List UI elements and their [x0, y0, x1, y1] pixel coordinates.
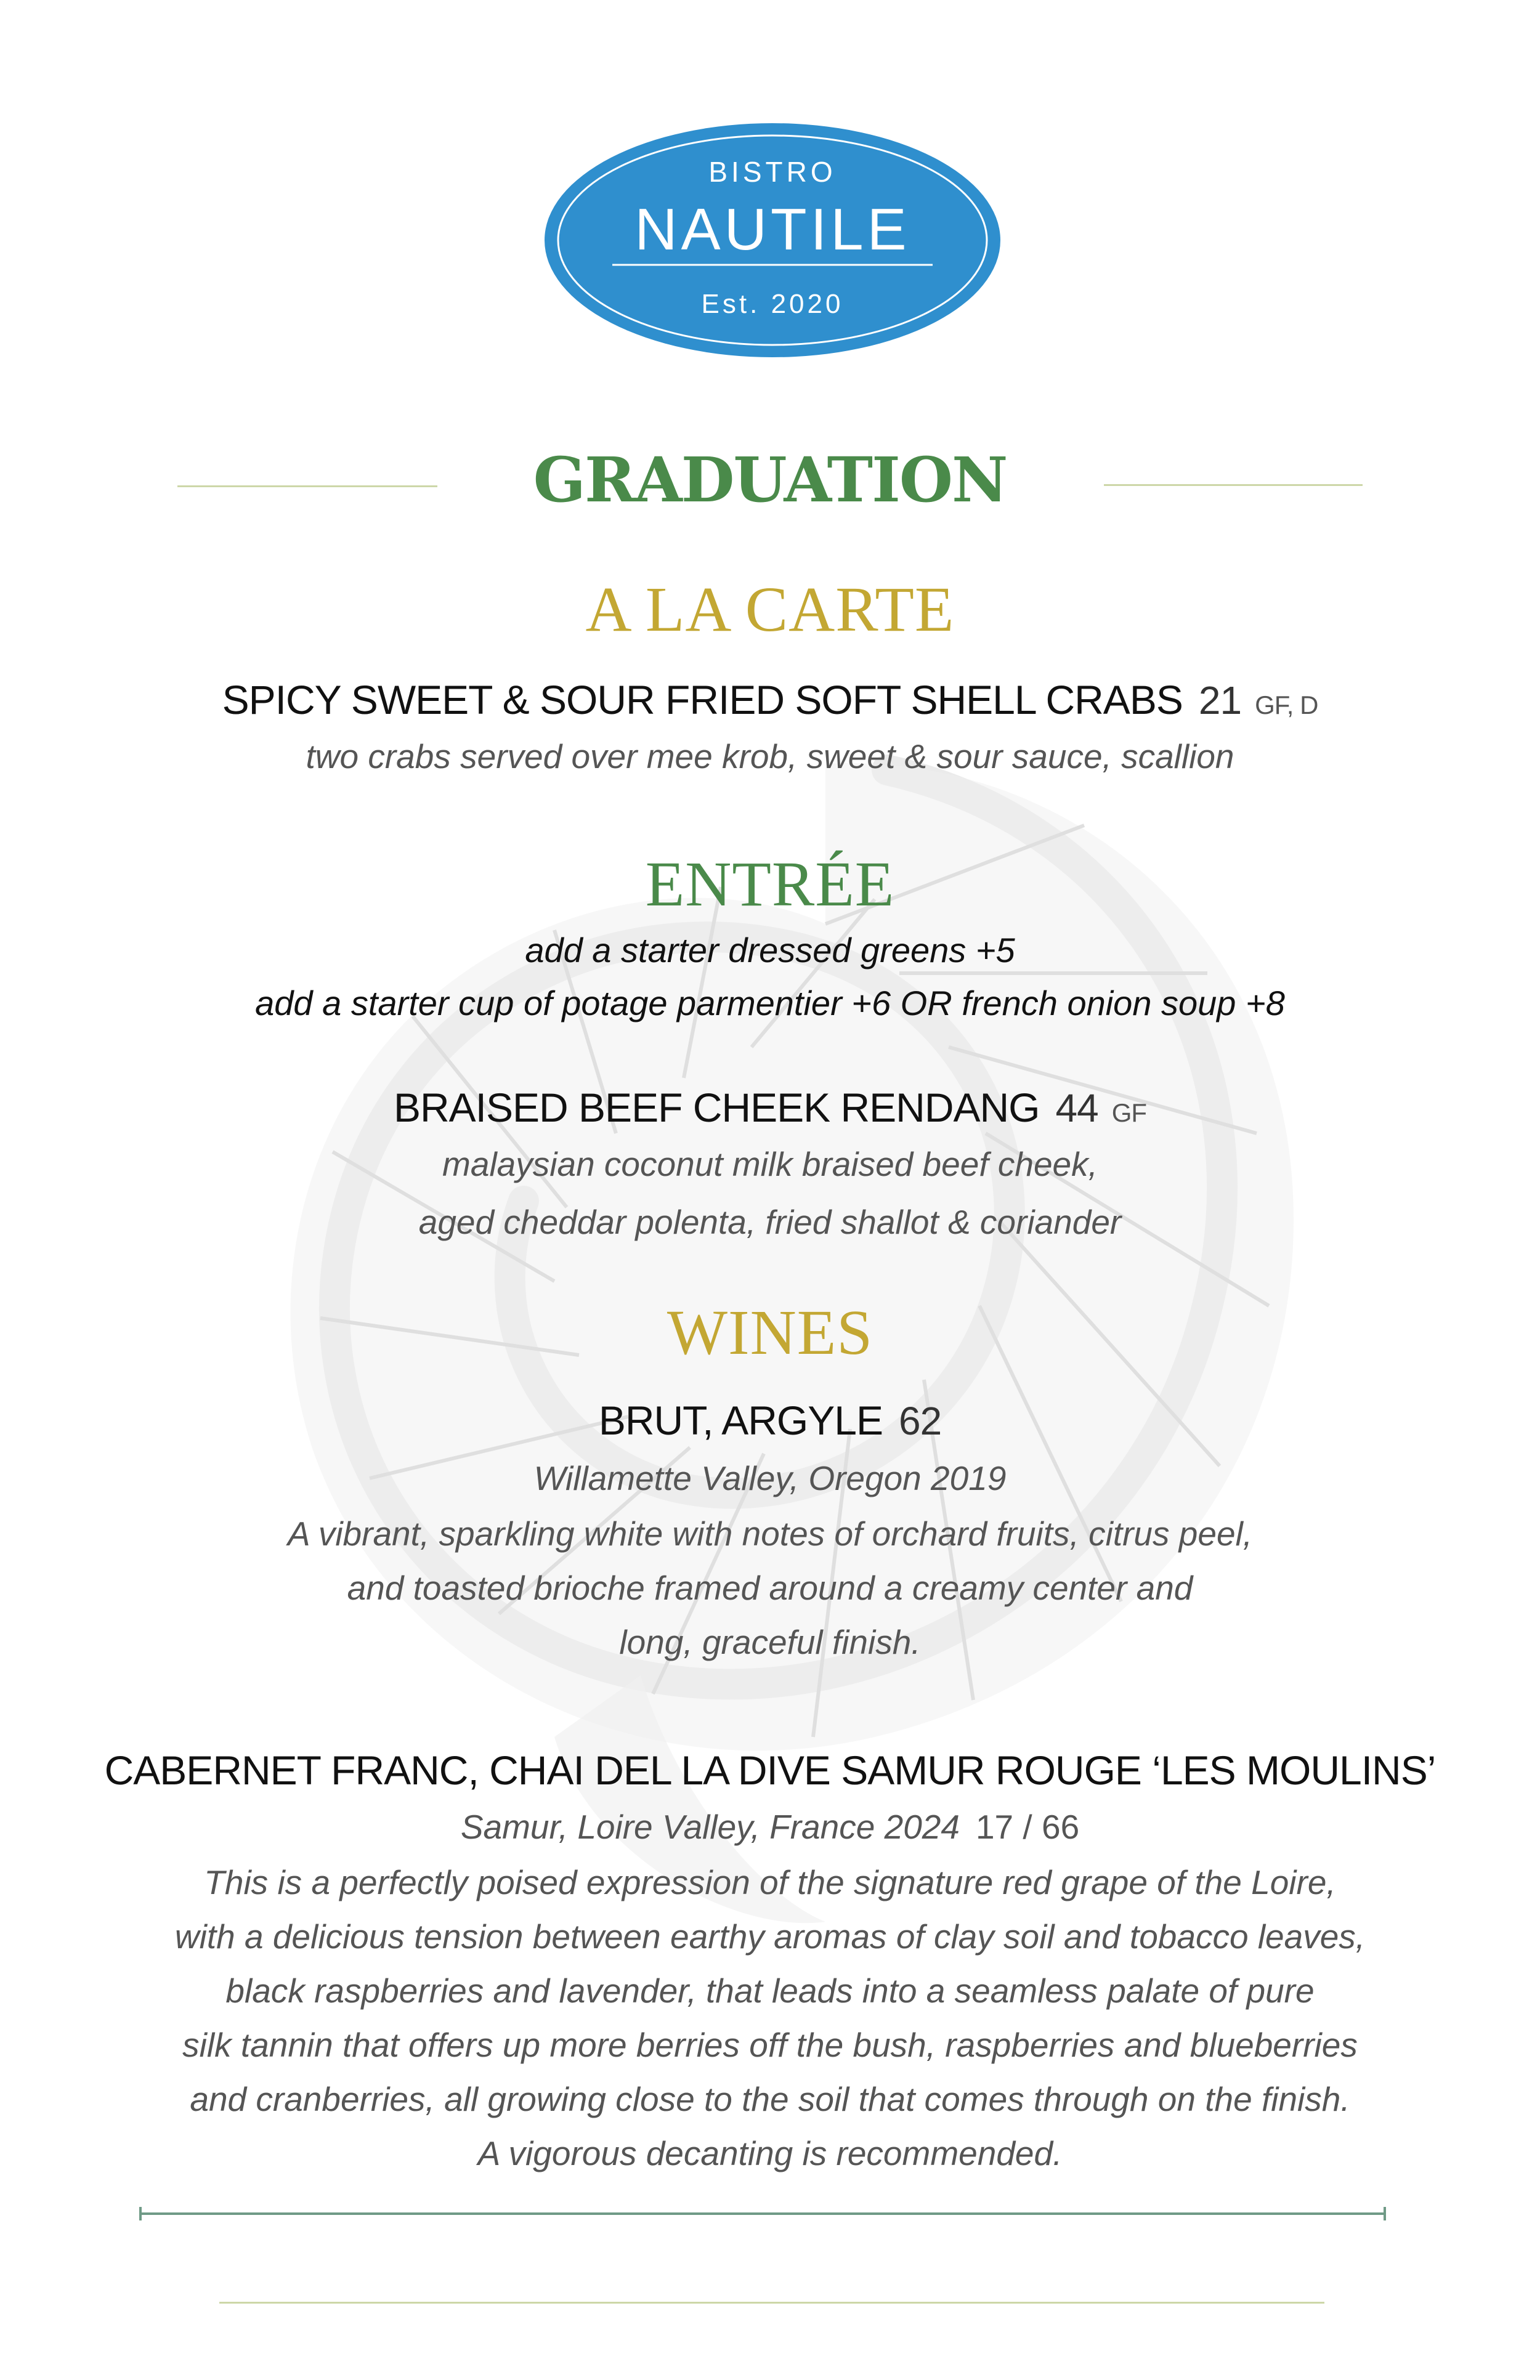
- bottom-divider: [140, 2212, 1385, 2215]
- menu-item-description: two crabs served over mee krob, sweet & sour sauce, scallion: [306, 737, 1234, 775]
- bistro-nautile-logo: [538, 117, 1007, 363]
- wine-title: [0, 1397, 1540, 1444]
- wine-description: black raspberries and lavender, that leads into a seamless palate of pure: [225, 1972, 1315, 2010]
- wine-description: This is a perfectly poised expression of the signature red grape of the Loire,: [204, 1863, 1336, 1901]
- wine-description: silk tannin that offers up more berries off the bush, raspberries and blueberries: [182, 2026, 1358, 2064]
- wine-origin-price: [0, 1807, 1540, 1847]
- section-heading-a-la-carte: A LA CARTE: [585, 574, 955, 645]
- menu-item-tags: GF: [1111, 1098, 1147, 1127]
- menu-item-name: BRAISED BEEF CHEEK RENDANG: [393, 1085, 1040, 1130]
- wine-name: BRUT, ARGYLE: [598, 1398, 883, 1443]
- wine-description: A vibrant, sparkling white with notes of orchard fruits, citrus peel,: [287, 1515, 1253, 1553]
- menu-item-title: [0, 676, 1540, 723]
- bottom-divider-cap-left: [139, 2207, 142, 2220]
- wine-description: long, graceful finish.: [619, 1623, 921, 1661]
- wine-description: and toasted brioche framed around a creamy center and: [347, 1569, 1193, 1607]
- footer-rule: [219, 2302, 1324, 2304]
- menu-item-tags: GF, D: [1255, 690, 1318, 719]
- entree-note: add a starter cup of potage parmentier +6 OR french onion soup +8: [255, 984, 1285, 1022]
- page-title: GRADUATION: [533, 443, 1007, 516]
- svg-text:NAUTILE: NAUTILE: [634, 196, 910, 262]
- menu-item-description: aged cheddar polenta, fried shallot & coriander: [418, 1203, 1122, 1241]
- menu-item-price: 44: [1055, 1086, 1098, 1130]
- menu-item-title: [0, 1084, 1540, 1131]
- menu-item-name: SPICY SWEET & SOUR FRIED SOFT SHELL CRABS: [222, 677, 1183, 722]
- svg-text:BISTRO: BISTRO: [708, 156, 837, 188]
- svg-text:Est. 2020: Est. 2020: [701, 289, 844, 319]
- entree-note: add a starter dressed greens +5: [525, 931, 1015, 969]
- wine-price: 62: [898, 1399, 942, 1443]
- wine-price: 17 / 66: [975, 1808, 1080, 1846]
- wine-description: and cranberries, all growing close to the soil that comes through on the finish.: [190, 2080, 1350, 2118]
- wine-description: A vigorous decanting is recommended.: [477, 2134, 1063, 2172]
- menu-item-description: malaysian coconut milk braised beef cheek,: [442, 1145, 1098, 1183]
- menu-item-price: 21: [1198, 678, 1242, 722]
- section-heading-entree: ENTRÉE: [645, 849, 895, 920]
- wine-description: with a delicious tension between earthy aromas of clay soil and tobacco leaves,: [174, 1917, 1366, 1956]
- wine-origin: Willamette Valley, Oregon 2019: [533, 1459, 1007, 1497]
- section-heading-wines: WINES: [667, 1297, 873, 1368]
- wine-title: CABERNET FRANC, CHAI DEL LA DIVE SAMUR ROUGE ‘LES MOULINS’: [104, 1747, 1436, 1793]
- bottom-divider-cap-right: [1384, 2207, 1386, 2220]
- wine-origin: Samur, Loire Valley, France 2024: [460, 1808, 960, 1846]
